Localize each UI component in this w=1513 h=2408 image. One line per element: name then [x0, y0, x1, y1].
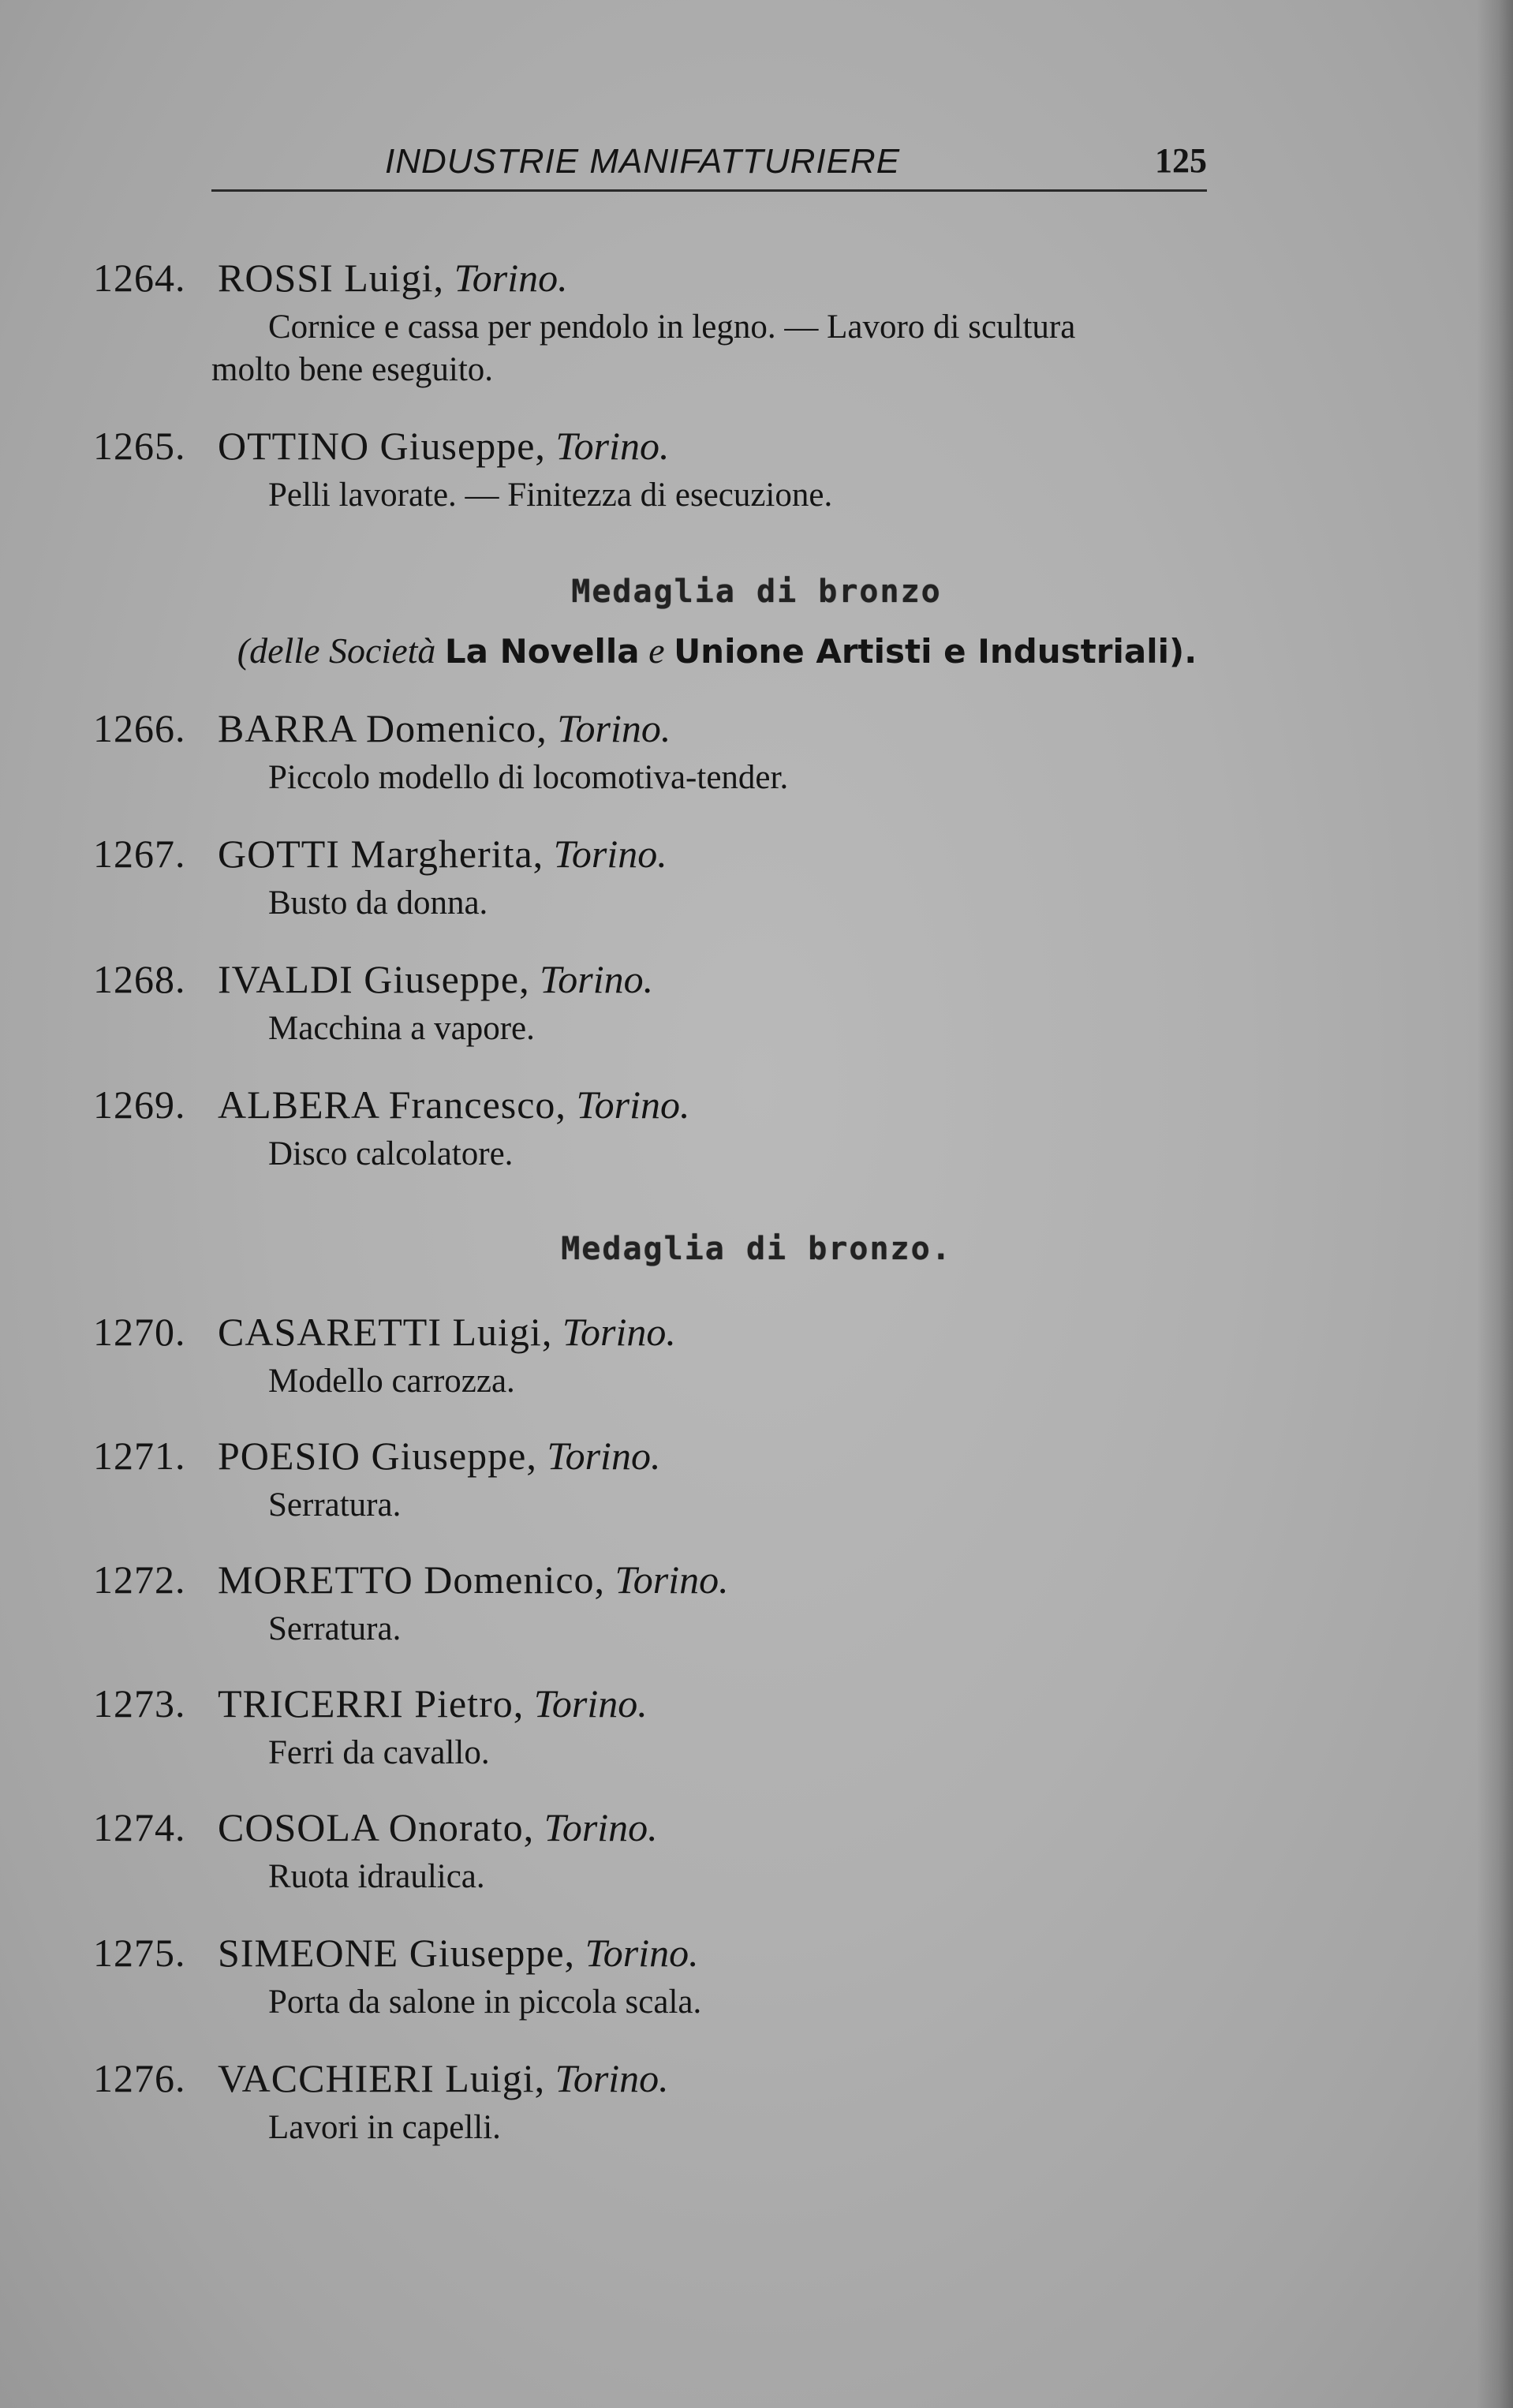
- exhibitor-name: VACCHIERI Luigi,: [218, 2056, 546, 2100]
- exhibitor-city: Torino.: [576, 1082, 690, 1127]
- section-heading-bronze-medal: Medaglia di bronzo: [571, 574, 942, 610]
- entry-description: Busto da donna.: [268, 884, 488, 922]
- entry-1273: [93, 1680, 1213, 1774]
- exhibitor-name: MORETTO Domenico,: [218, 1557, 606, 1602]
- entry-heading: [93, 2055, 1213, 2102]
- page-header: [211, 134, 1207, 192]
- entry-1268: [93, 955, 1213, 1050]
- exhibitor-city: Torino.: [454, 256, 568, 300]
- page-number: 125: [1155, 141, 1207, 180]
- entry-number: 1268.: [93, 957, 186, 1001]
- entry-1267: [93, 830, 1213, 925]
- entry-1264: [93, 254, 1213, 391]
- entry-description: Disco calcolatore.: [268, 1135, 514, 1172]
- sub-open: (delle Società: [237, 630, 436, 671]
- exhibitor-city: Torino.: [555, 424, 670, 468]
- section-subheading-societies: [0, 630, 1513, 671]
- entry-1271: [93, 1432, 1213, 1527]
- entry-number: 1272.: [93, 1557, 186, 1602]
- society-name-1: La Novella: [444, 632, 640, 671]
- section-heading-bronze-medal-2: Medaglia di bronzo.: [561, 1231, 952, 1267]
- entry-1269: [93, 1081, 1213, 1176]
- exhibitor-name: TRICERRI Pietro,: [218, 1681, 525, 1726]
- exhibitor-name: GOTTI Margherita,: [218, 832, 544, 876]
- exhibitor-name: OTTINO Giuseppe,: [218, 424, 546, 468]
- entry-description: Serratura.: [268, 1486, 402, 1524]
- entry-number: 1266.: [93, 706, 186, 750]
- entry-1265: [93, 422, 1213, 517]
- exhibitor-city: Torino.: [547, 1434, 661, 1478]
- society-name-2: Unione Artisti e Industriali: [674, 632, 1170, 671]
- entry-description: Ruota idraulica.: [268, 1858, 485, 1895]
- sub-conjunction: e: [648, 630, 665, 671]
- entry-1276: [93, 2055, 1213, 2149]
- exhibitor-city: Torino.: [557, 706, 671, 750]
- description-line-1: Cornice e cassa per pendolo in legno. — Lavoro di scultura: [268, 308, 1076, 346]
- entry-description: Piccolo modello di locomotiva-tender.: [268, 759, 789, 796]
- entry-number: 1264.: [93, 256, 186, 300]
- exhibitor-name: SIMEONE Giuseppe,: [218, 1931, 576, 1975]
- exhibitor-name: BARRA Domenico,: [218, 706, 547, 750]
- entry-number: 1265.: [93, 424, 186, 468]
- entry-number: 1274.: [93, 1805, 186, 1849]
- entry-number: 1270.: [93, 1310, 186, 1354]
- description-line-2: molto bene eseguito.: [211, 351, 494, 388]
- entry-heading: [93, 1308, 1213, 1355]
- exhibitor-name: ALBERA Francesco,: [218, 1082, 566, 1127]
- exhibitor-name: COSOLA Onorato,: [218, 1805, 535, 1849]
- entry-description: [211, 306, 1213, 391]
- exhibitor-name: ROSSI Luigi,: [218, 256, 445, 300]
- entry-number: 1275.: [93, 1931, 186, 1975]
- entry-number: 1267.: [93, 832, 186, 876]
- entry-description: Lavori in capelli.: [268, 2109, 501, 2146]
- page-edge-shadow: [1477, 0, 1513, 2408]
- entry-number: 1271.: [93, 1434, 186, 1478]
- exhibitor-city: Torino.: [553, 832, 667, 876]
- entry-1275: [93, 1929, 1213, 2024]
- entry-number: 1276.: [93, 2056, 186, 2100]
- entry-heading: [93, 1929, 1213, 1976]
- exhibitor-city: Torino.: [544, 1805, 658, 1849]
- entry-heading: [93, 1680, 1213, 1727]
- entry-description: Serratura.: [268, 1610, 402, 1647]
- entry-description: Modello carrozza.: [268, 1363, 515, 1400]
- entry-heading: [93, 705, 1213, 752]
- entry-heading: [93, 254, 1213, 301]
- entry-1270: [93, 1308, 1213, 1403]
- entry-description: Pelli lavorate. — Finitezza di esecuzione.: [268, 477, 833, 514]
- exhibitor-city: Torino.: [533, 1681, 648, 1726]
- exhibitor-city: Torino.: [555, 2056, 669, 2100]
- entry-heading: [93, 1432, 1213, 1479]
- running-title: INDUSTRIE MANIFATTURIERE: [385, 142, 901, 181]
- entry-heading: [93, 1804, 1213, 1851]
- entry-heading: [93, 1081, 1213, 1128]
- exhibitor-name: CASARETTI Luigi,: [218, 1310, 553, 1354]
- entry-description: Ferri da cavallo.: [268, 1734, 490, 1771]
- entry-1266: [93, 705, 1213, 799]
- exhibitor-city: Torino.: [615, 1557, 729, 1602]
- sub-close: ).: [1169, 632, 1197, 671]
- entry-description: Porta da salone in piccola scala.: [268, 1984, 702, 2021]
- exhibitor-name: IVALDI Giuseppe,: [218, 957, 530, 1001]
- exhibitor-city: Torino.: [585, 1931, 699, 1975]
- entry-heading: [93, 1556, 1213, 1603]
- exhibitor-name: POESIO Giuseppe,: [218, 1434, 537, 1478]
- entry-1274: [93, 1804, 1213, 1898]
- exhibitor-city: Torino.: [562, 1310, 676, 1354]
- entry-heading: [93, 422, 1213, 469]
- exhibitor-city: Torino.: [540, 957, 654, 1001]
- entry-heading: [93, 830, 1213, 877]
- entry-number: 1273.: [93, 1681, 186, 1726]
- entry-description: Macchina a vapore.: [268, 1010, 535, 1047]
- entry-heading: [93, 955, 1213, 1003]
- entry-1272: [93, 1556, 1213, 1651]
- entry-number: 1269.: [93, 1082, 186, 1127]
